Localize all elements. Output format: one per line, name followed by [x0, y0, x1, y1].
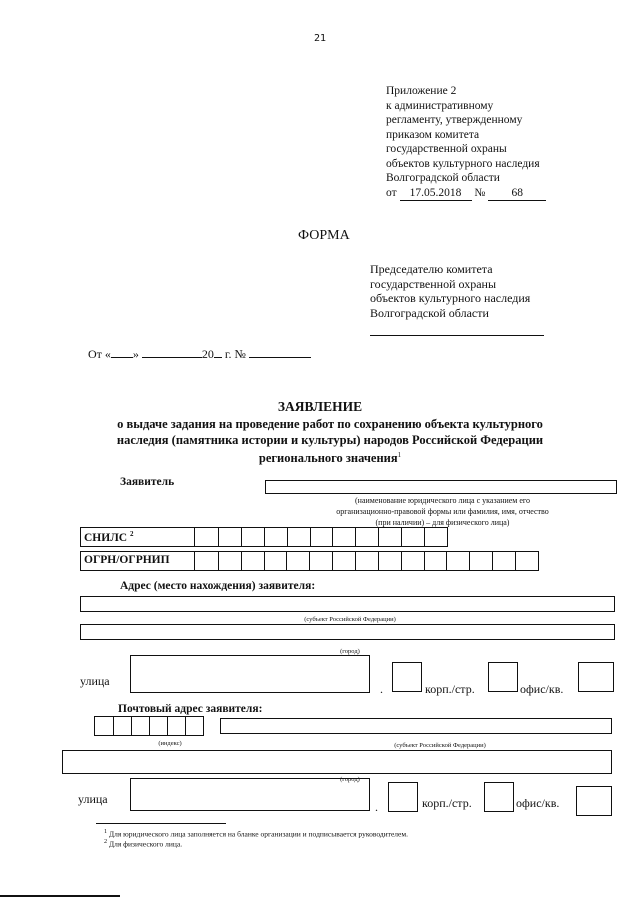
ogrn-label-box [80, 551, 195, 571]
subtitle-line: о выдаче задания на проведение работ по сохранению объекта культурного [117, 417, 543, 431]
footnote-divider [96, 823, 226, 824]
hint-line: организационно-правовой формы или фамилия, имя, отчество [336, 507, 549, 516]
hint-line: (при наличии) – для физического лица) [375, 518, 510, 527]
year-field[interactable] [214, 357, 222, 358]
location-korp-label: корп./стр. [425, 682, 475, 696]
postal-korp-label: корп./стр. [422, 796, 472, 810]
subtitle-line [70, 448, 590, 467]
ogrn-input-cells[interactable] [194, 551, 539, 571]
form-title: ФОРМА [298, 228, 350, 243]
appendix-number: 68 [488, 186, 546, 202]
appendix-line: приказом комитета [386, 128, 480, 141]
year-prefix: 20 [201, 347, 214, 361]
appendix-line: государственной охраны [386, 143, 507, 155]
location-house-field[interactable] [392, 662, 422, 692]
location-street-label: улица [80, 674, 110, 688]
postal-city-field[interactable] [62, 750, 612, 774]
page-number: 21 [314, 33, 327, 44]
applicant-name-field[interactable] [265, 480, 617, 494]
g-number-label: г. № [224, 347, 246, 361]
snils-label [84, 530, 133, 544]
from-ot: От « [88, 347, 111, 361]
appendix-line: регламенту, утвержденному [386, 114, 523, 126]
from-number-field[interactable] [249, 357, 311, 358]
snils-input-cells[interactable] [194, 527, 448, 547]
location-subject-field[interactable] [80, 596, 615, 612]
appendix-date: 17.05.2018 [400, 186, 472, 202]
postal-korp-field[interactable] [484, 782, 514, 812]
postal-index-hint: (индекс) [158, 740, 182, 747]
addressee-block [370, 262, 610, 320]
footnote-ref-1: 1 [397, 451, 402, 459]
footnote-1 [104, 828, 408, 839]
postal-street-label: улица [78, 792, 108, 806]
appendix-block [386, 84, 626, 201]
snils-label-text: СНИЛС [84, 531, 128, 544]
footnote-ref-2: 2 [129, 530, 134, 538]
footnote-1-text: Для юридического лица заполняется на бланке организации и подписывается руководителем. [109, 829, 408, 839]
from-line [88, 347, 311, 362]
statement-subtitle [70, 417, 590, 467]
snils-label-box [80, 527, 195, 547]
postal-address-title: Почтовый адрес заявителя: [118, 703, 263, 715]
location-city-hint: (город) [340, 648, 360, 655]
hint-line: (наименование юридического лица с указанием его [355, 496, 530, 505]
appendix-date-line [386, 186, 626, 202]
scan-edge-line [0, 895, 120, 897]
applicant-hint [270, 495, 615, 528]
postal-subject-field[interactable] [220, 718, 612, 734]
month-field[interactable] [142, 357, 202, 358]
day-field[interactable] [111, 357, 133, 358]
footnote-1-mark: 1 [104, 828, 108, 835]
postal-office-field[interactable] [576, 786, 612, 816]
location-street-field[interactable] [130, 655, 370, 693]
statement-title: ЗАЯВЛЕНИЕ [277, 399, 363, 414]
quote-close: » [132, 347, 139, 361]
postal-house-field[interactable] [388, 782, 418, 812]
subtitle-line-text: регионального значения [258, 451, 398, 466]
postal-subject-hint: (субъект Российской Федерации) [394, 742, 486, 749]
location-office-label: офис/кв. [520, 682, 564, 696]
addressee-line: государственной охраны [370, 276, 497, 291]
ot-label: от [386, 186, 397, 199]
addressee-line: объектов культурного наследия [370, 291, 531, 306]
number-sign: № [474, 186, 486, 199]
footnote-2 [104, 838, 182, 849]
location-office-field[interactable] [578, 662, 614, 692]
addressee-signature-line [370, 335, 544, 336]
location-subject-hint: (субъект Российской Федерации) [304, 616, 396, 623]
dot: . [375, 800, 378, 814]
addressee-line: Волгоградской области [370, 305, 489, 320]
appendix-line: к административному [386, 99, 494, 112]
location-address-title: Адрес (место нахождения) заявителя: [120, 580, 316, 592]
footnote-2-text: Для физического лица. [109, 839, 183, 849]
appendix-line: Приложение 2 [386, 85, 457, 97]
dot: . [380, 682, 383, 696]
addressee-line: Председателю комитета [370, 262, 493, 276]
appendix-line: Волгоградской области [386, 172, 500, 184]
applicant-label: Заявитель [120, 476, 175, 488]
postal-office-label: офис/кв. [516, 796, 560, 810]
location-city-field[interactable] [80, 624, 615, 640]
postal-city-hint: (город) [340, 776, 360, 783]
postal-street-field[interactable] [130, 778, 370, 811]
subtitle-line: наследия (памятника истории и культуры) народов Российской Федерации [116, 432, 544, 447]
appendix-line: объектов культурного наследия [386, 157, 540, 170]
location-korp-field[interactable] [488, 662, 518, 692]
footnote-2-mark: 2 [104, 838, 108, 845]
ogrn-label: ОГРН/ОГРНИП [84, 554, 170, 566]
postal-index-cells[interactable] [94, 716, 204, 736]
